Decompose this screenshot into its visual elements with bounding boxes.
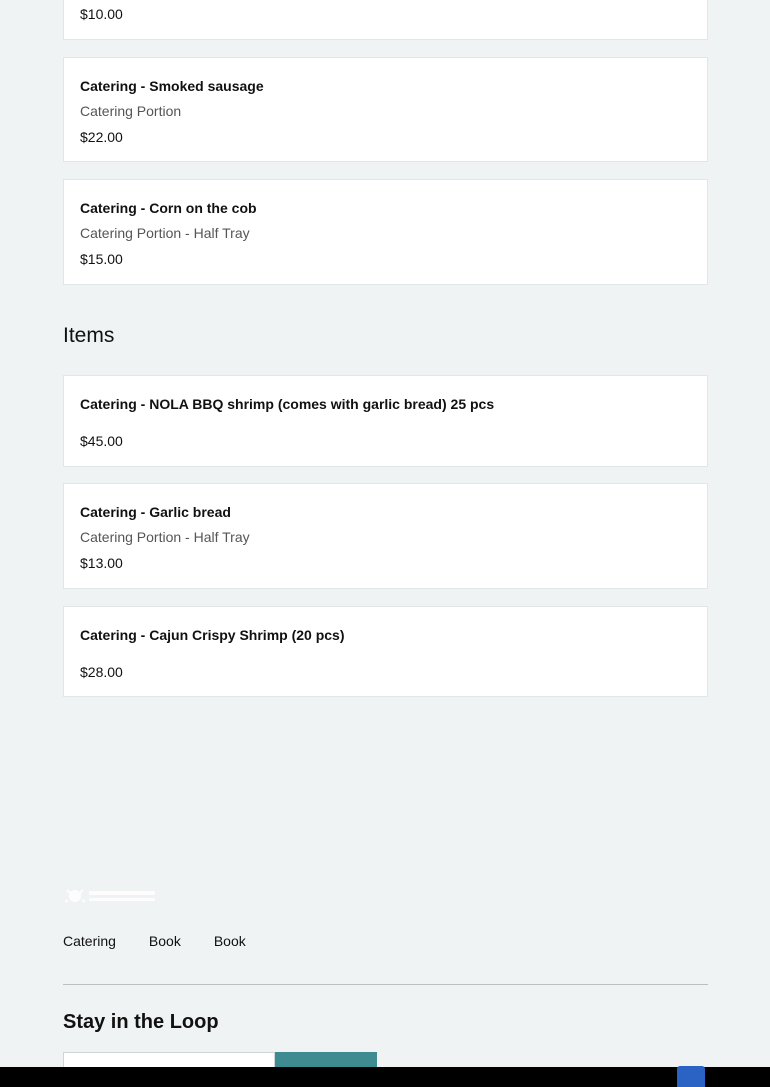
menu-item-description: Catering Portion: [80, 103, 182, 119]
menu-item-card[interactable]: [63, 0, 708, 40]
menu-item-title: Catering - Garlic bread: [80, 504, 231, 520]
menu-item-card[interactable]: [63, 606, 708, 697]
menu-item-price: $13.00: [80, 555, 123, 571]
menu-item-title: Catering - Corn on the cob: [80, 200, 257, 216]
menu-item-card[interactable]: [63, 375, 708, 467]
menu-item-title: Catering - Cajun Crispy Shrimp (20 pcs): [80, 627, 345, 643]
menu-item-description: Catering Portion - Half Tray: [80, 529, 250, 545]
footer-divider: [63, 984, 708, 985]
menu-item-price: $10.00: [80, 6, 123, 22]
chat-widget-button[interactable]: [677, 1066, 705, 1087]
bottom-bar: [0, 1067, 770, 1087]
menu-item-price: $45.00: [80, 433, 123, 449]
menu-item-card[interactable]: [63, 57, 708, 162]
footer-nav: [63, 933, 279, 949]
footer-link-book[interactable]: Book: [213, 933, 246, 949]
footer-logo[interactable]: [63, 884, 159, 908]
menu-item-price: $28.00: [80, 664, 123, 680]
menu-item-card[interactable]: [63, 483, 708, 589]
section-heading-items: Items: [63, 324, 115, 347]
menu-item-title: Catering - NOLA BBQ shrimp (comes with garlic bread) 25 pcs: [80, 396, 495, 412]
menu-item-price: $15.00: [80, 251, 123, 267]
menu-item-price: $22.00: [80, 129, 123, 145]
menu-item-card[interactable]: [63, 179, 708, 285]
footer-link-catering[interactable]: Catering: [63, 933, 116, 949]
menu-item-title: Catering - Smoked sausage: [80, 78, 264, 94]
menu-item-description: Catering Portion - Half Tray: [80, 225, 250, 241]
footer-link-book[interactable]: Book: [148, 933, 181, 949]
newsletter-title: Stay in the Loop: [63, 1011, 219, 1033]
